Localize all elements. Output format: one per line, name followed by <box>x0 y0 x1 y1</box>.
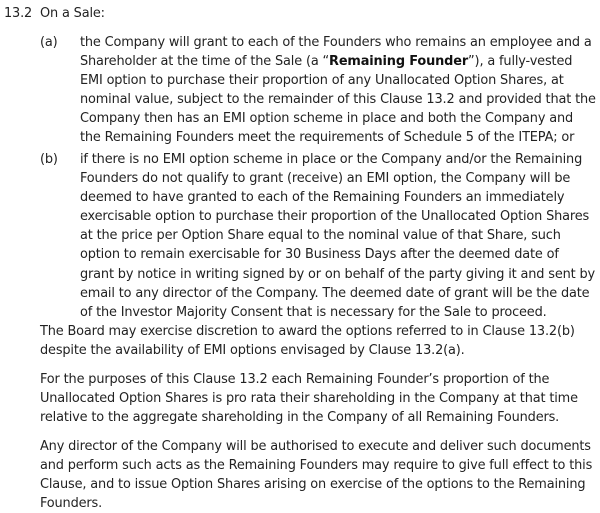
subclause-b-label: (b) <box>40 152 58 167</box>
paragraph-pro-rata-proportion: For the purposes of this Clause 13.2 each Remaining Founder’s proportion of the Unallocated Option Shares is pro rata their shareholding in the Company at that time relative to the aggregate shareholding in the Company of all Remaining Founders. <box>40 372 578 426</box>
subclause-a-text <box>80 33 596 148</box>
subclause-a-text-before: the Company will grant to each of the Founders who remains an employee and a Shareholder at the time of the Sale (a “ <box>80 35 592 70</box>
paragraph-board-discretion: The Board may exercise discretion to award the options referred to in Clause 13.2(b) despite the availability of EMI options envisaged by Clause 13.2(a). <box>40 324 575 359</box>
subclause-a-text-after: ”), a fully-vested EMI option to purchase their proportion of any Unallocated Option Shares, at nominal value, subject to the remainder of this Clause 13.2 and provided that the Company then has an EMI option scheme in place and both the Company and the Remaining Founders meet the requirements of Schedule 5 of the ITEPA; or <box>80 54 596 146</box>
clause-number: 13.2 <box>4 6 33 21</box>
clause-heading: On a Sale: <box>40 6 105 21</box>
paragraph-director-authority: Any director of the Company will be authorised to execute and deliver such documents and perform such acts as the Remaining Founders may require to give full effect to this Clause, and to issue Option Shares arising on exercise of the options to the Remaining Founders. <box>40 439 593 512</box>
subclause-a-label: (a) <box>40 35 58 50</box>
subclause-b-text: if there is no EMI option scheme in place or the Company and/or the Remaining Founders do not qualify to grant (receive) an EMI option, the Company will be deemed to have granted to each of the Remaining Founders an immediately exercisable option to purchase their proportion of the Unallocated Option Shares at the price per Option Share equal to the nominal value of that Share, such option to remain exercisable for 30 Business Days after the deemed date of grant by notice in writing signed by or on behalf of the party giving it and sent by email to any director of the Company. The deemed date of grant will be the date of the Investor Majority Consent that is necessary for the Sale to proceed. <box>80 152 596 320</box>
subclause-a <box>40 33 596 148</box>
defined-term-remaining-founder: Remaining Founder <box>329 54 469 70</box>
subclause-b <box>40 150 596 322</box>
clause-header <box>4 4 105 23</box>
